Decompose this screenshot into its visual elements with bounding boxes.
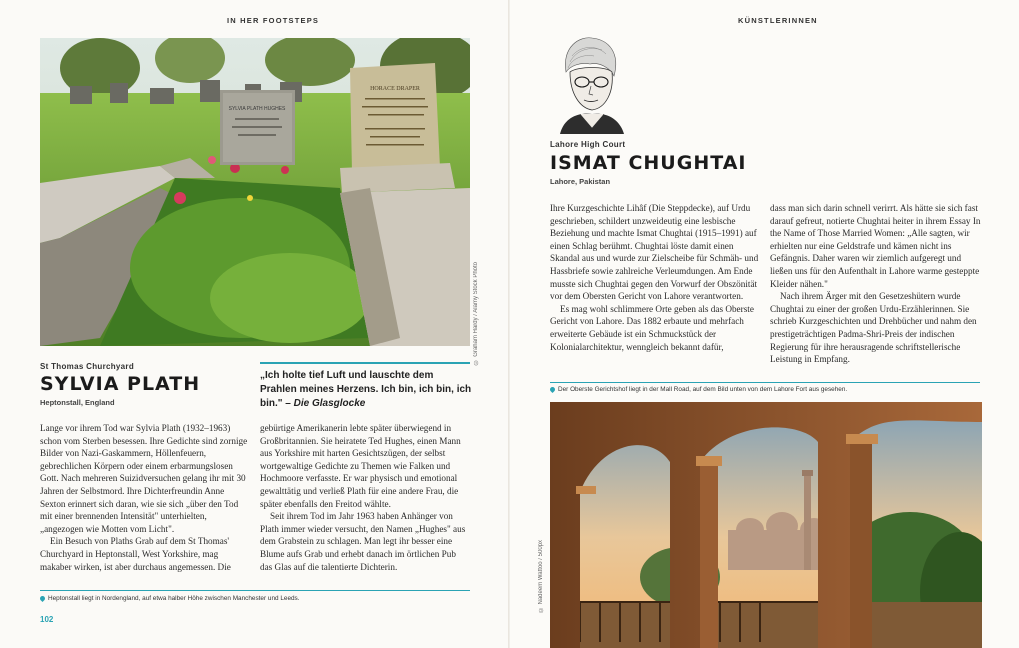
paragraph: Nach ihrem Ärger mit den Gesetzeshütern wurde Chughtai zu einer der großen Urdu-Erzählerinnen. Sie schrieb Kurzgeschichten und Drehbücher und nahm den prestigeträchtigen Padma-Shri-Preis der indischen Regierung für ihre herausragende schriftstellerische Leistung in Empfang. bbox=[770, 291, 977, 365]
graveyard-photo bbox=[40, 38, 470, 346]
paragraph: Es mag wohl schlimmere Orte geben als das Oberste Gericht von Lahore. Das 1882 erbaute und mehrfach erweiterte Gebäude ist ein Schmuckstück der Kolonialarchitektur, wenngleich bekannt dafür, bbox=[550, 303, 754, 352]
title-right: ISMAT CHUGHTAI bbox=[550, 152, 747, 174]
paragraph: Lange vor ihrem Tod war Sylvia Plath (1932–1963) schon vom Sterben besessen. Ihre Gedichte sind zornige Bilder von Nazi-Gaskammern, Höllenfeuern, gebrechlichen Körpern oder einem erbarmungslosen Gott. Nach mehreren Suizidversuchen gelang ihr mit 30 Jahren der Selbstmord. Ihre Dichterfreundin Anne Sexton erinnert sich daran, wie sie sich „über den Tod mit einer brennenden Intensität" unterhielten, „angezogen wie Motten vom Licht". bbox=[40, 423, 248, 534]
plath-headstone bbox=[220, 90, 295, 165]
paragraph: Seit ihrem Tod im Jahr 1963 haben Anhänger von Plath immer wieder versucht, den Namen „Hughes" aus dem Grabstein zu schlagen. Man legt ihr besser eine Blume aufs Grab und erhebt danach im örtlichen Pub das Glas auf die talentierte Dichterin. bbox=[260, 511, 466, 572]
location-pin-icon bbox=[549, 386, 556, 393]
paragraph: Ein Besuch von Plaths Grab auf dem St Thomas' Churchyard in Heptonstall, West Yorkshire, mag makaber wirken, ist aber durchaus angemessen. Die bbox=[40, 536, 231, 572]
lahore-photo bbox=[550, 402, 982, 648]
pull-quote-text: „Ich holte tief Luft und lauschte dem Prahlen meines Herzens. Ich bin, ich bin, ich bin." – bbox=[260, 370, 472, 409]
caption-rule-left bbox=[40, 590, 470, 591]
body-column-left-2 bbox=[260, 422, 470, 573]
left-page bbox=[0, 0, 508, 648]
paragraph: dass man sich darin schnell verirrt. Als hätte sie sich fast darauf gefreut, notierte Chughtai heiter in ihrem Essay In the Name of Those Married Women: „Alle sagten, wir erhielten nur eine Geldstrafe und kämen nicht ins Gefängnis. Daher waren wir ziemlich aufgeregt und ließen uns für den Aufenthalt in Lahore warme gesteppte Kleider nähen." bbox=[770, 203, 981, 289]
running-head-right: KÜNSTLERINNEN bbox=[738, 16, 818, 25]
paragraph: Ihre Kurzgeschichte Lihâf (Die Steppdecke), auf Urdu geschrieben, schildert unzweideutig eine lesbische Beziehung und machte Ismat Chughtai (1915–1991) auf einen Schlag berühmt. Chughtai löste damit einen Skandal aus und wurde zur Zielscheibe für Schmäh- und Hassbriefe sowie zahlreiche Verleumdungen. Am Ende musste sich Chughtai gegen den Vorwurf der Obszönität vor dem Obersten Gericht von Lahore verantworten. bbox=[550, 203, 759, 302]
photo-credit-left: © Graham Hardy / Alamy Stock Photo bbox=[473, 262, 479, 365]
caption-left bbox=[40, 595, 300, 602]
paragraph: gebürtige Amerikanerin lebte später überwiegend in Großbritannien. Sie heiratete Ted Hughes, einen Mann aus Yorkshire mit harten Gesichtszügen, der selbst wortgewaltige Gedichte zu Themen wie Falken und Hochmoore verfasste. Er war physisch und emotional gewalttätig und verließ Plath für eine andere Frau, die später ebenfalls den Freitod wählte. bbox=[260, 423, 461, 509]
graveyard-illustration bbox=[40, 38, 470, 346]
pull-quote bbox=[260, 369, 472, 411]
chughtai-portrait bbox=[550, 32, 630, 134]
body-column-right-1 bbox=[550, 202, 762, 353]
caption-right-text: Der Oberste Gerichtshof liegt in der Mall Road, auf dem Bild unten von dem Lahore Fort aus gesehen. bbox=[558, 386, 848, 393]
photo-credit-right: © Nadeem Wattoo / 500px bbox=[538, 540, 544, 613]
kicker-right: Lahore High Court bbox=[550, 140, 626, 149]
location-pin-icon bbox=[39, 595, 46, 602]
place-right: Lahore, Pakistan bbox=[550, 177, 611, 186]
body-column-left-1 bbox=[40, 422, 250, 573]
page-number: 102 bbox=[40, 615, 54, 624]
portrait-sketch bbox=[550, 32, 630, 134]
running-head-left: IN HER FOOTSTEPS bbox=[227, 16, 320, 25]
caption-left-text: Heptonstall liegt in Nordengland, auf etwa halber Höhe zwischen Manchester und Leeds. bbox=[48, 595, 300, 602]
headstone-inscription-plath: SYLVIA PLATH HUGHES bbox=[228, 106, 286, 112]
title-left: SYLVIA PLATH bbox=[40, 373, 201, 395]
kicker-left: St Thomas Churchyard bbox=[40, 362, 135, 371]
body-column-right-2 bbox=[770, 202, 982, 366]
pull-quote-source: Die Glasglocke bbox=[293, 398, 366, 409]
quote-rule bbox=[260, 362, 470, 364]
lahore-illustration bbox=[550, 402, 982, 648]
right-page bbox=[510, 0, 1019, 648]
caption-right bbox=[550, 386, 847, 393]
place-left: Heptonstall, England bbox=[40, 398, 115, 407]
headstone-inscription-draper: HORACE DRAPER bbox=[370, 86, 420, 92]
caption-rule-right bbox=[550, 382, 980, 383]
